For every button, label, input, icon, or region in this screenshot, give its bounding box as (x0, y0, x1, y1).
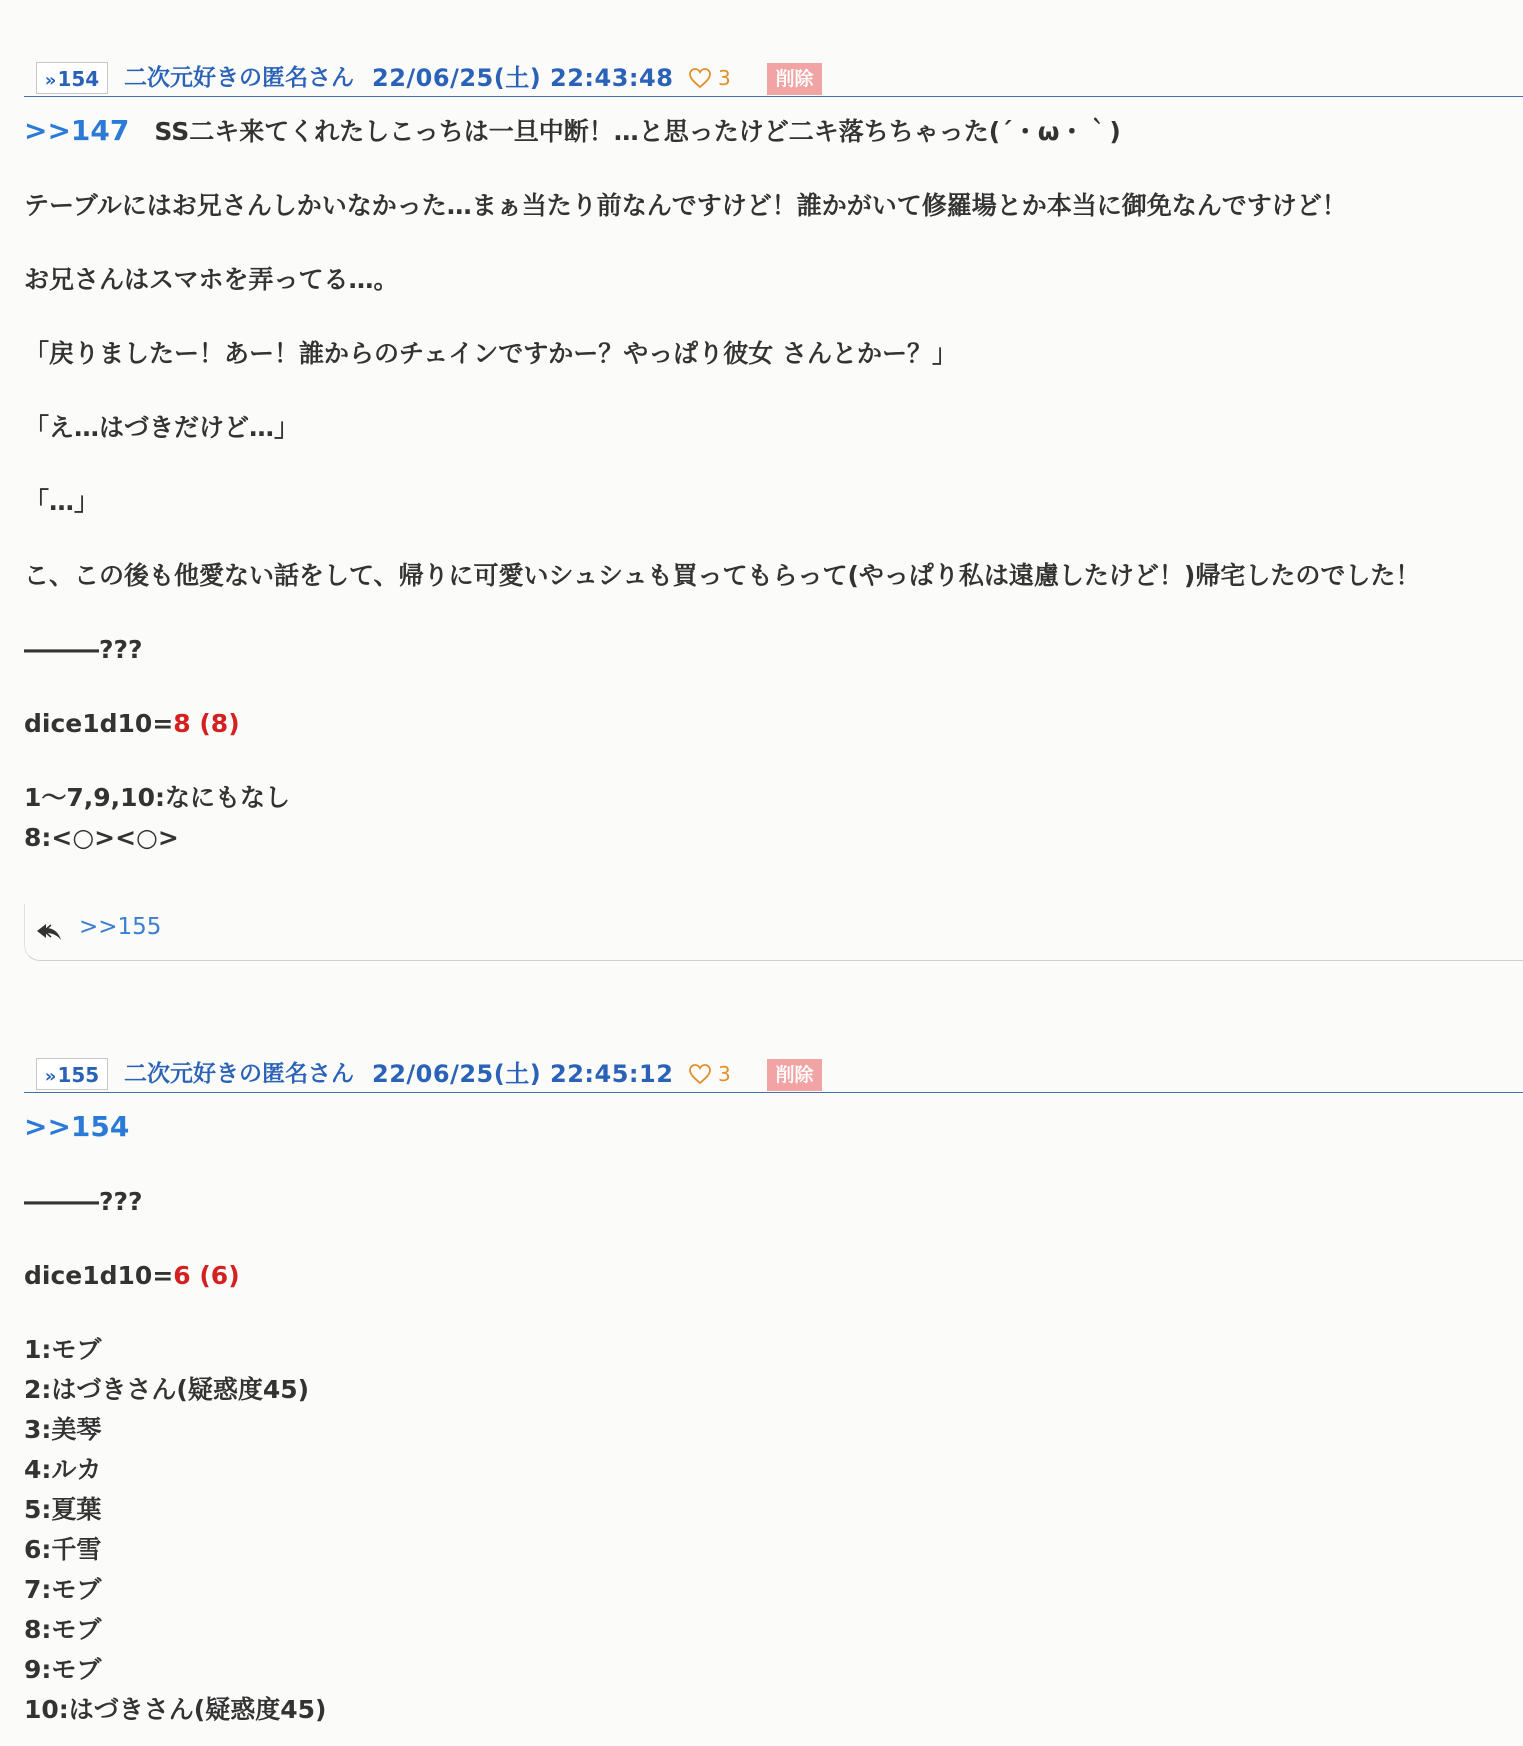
res-number: 154 (57, 67, 100, 91)
like-button[interactable] (688, 1060, 731, 1088)
dice-expression: dice1d10= (24, 709, 174, 738)
post-header (24, 1048, 1523, 1093)
double-chevron-right-icon: » (44, 70, 57, 91)
heart-outline-icon (688, 67, 712, 89)
poster-name[interactable]: 二次元好きの匿名さん (124, 65, 354, 91)
post-first-line (24, 1107, 1523, 1148)
delete-button[interactable]: 削除 (767, 1059, 822, 1091)
like-count: 3 (718, 66, 731, 90)
post-text-line: 「え…はづきだけど…」 (24, 413, 300, 442)
dice-line (24, 704, 1523, 744)
double-chevron-right-icon: » (44, 1066, 57, 1087)
post-body (24, 1093, 1523, 1730)
outcome-line: 3:美琴 (24, 1415, 102, 1444)
outcome-line: 4:ルカ (24, 1455, 102, 1484)
post-first-line (24, 111, 1523, 152)
like-button[interactable] (688, 64, 731, 92)
outcome-line: 1～7,9,10:なにもなし (24, 783, 290, 812)
outcome-line: 9:モブ (24, 1655, 102, 1684)
post-text-line: ―――??? (24, 635, 143, 664)
post-text-line: お兄さんはスマホを弄ってる…。 (24, 265, 399, 294)
outcome-line: 6:千雪 (24, 1535, 102, 1564)
post-text-line: ―――??? (24, 1187, 143, 1216)
heart-outline-icon (688, 1063, 712, 1085)
res-number: 155 (57, 1063, 100, 1087)
res-number-button[interactable] (36, 62, 108, 94)
outcome-line: 8:<○><○> (24, 823, 179, 852)
dice-expression: dice1d10= (24, 1261, 174, 1290)
anchor-link[interactable]: >>147 (24, 114, 130, 147)
delete-button[interactable]: 削除 (767, 63, 822, 95)
anchor-link[interactable]: >>154 (24, 1110, 130, 1143)
post-154 (24, 52, 1523, 961)
reply-bar (24, 904, 1523, 961)
poster-name[interactable]: 二次元好きの匿名さん (124, 1061, 354, 1087)
post-header (24, 52, 1523, 97)
outcome-line: 10:はづきさん(疑惑度45) (24, 1695, 327, 1724)
post-text: SS二キ来てくれたしこっちは一旦中断！…と思ったけど二キ落ちちゃった(´・ω・｀) (129, 117, 1121, 146)
reply-arrow-icon[interactable] (35, 922, 63, 942)
post-body (24, 97, 1523, 858)
outcome-line: 8:モブ (24, 1615, 102, 1644)
dice-line (24, 1256, 1523, 1296)
outcome-line: 1:モブ (24, 1335, 102, 1364)
post-text-line: 「…」 (24, 487, 100, 516)
outcome-line: 7:モブ (24, 1575, 102, 1604)
outcome-line: 5:夏葉 (24, 1495, 102, 1524)
dice-result: 6 (6) (173, 1261, 240, 1290)
outcome-line: 2:はづきさん(疑惑度45) (24, 1375, 310, 1404)
post-date: 22/06/25(土) 22:45:12 (372, 1060, 674, 1088)
post-text-line: 「戻りましたー！あー！誰からのチェインですかー？やっぱり彼女 さんとかー？」 (24, 339, 957, 368)
dice-result: 8 (8) (173, 709, 240, 738)
post-155 (24, 1048, 1523, 1730)
post-text-line: こ、この後も他愛ない話をして、帰りに可愛いシュシュも買ってもらって(やっぱり私は遠慮したけど！)帰宅したのでした！ (24, 561, 1421, 590)
reply-link[interactable]: >>155 (79, 914, 162, 940)
post-text-line: テーブルにはお兄さんしかいなかった…まぁ当たり前なんですけど！誰かがいて修羅場とか本当に御免なんですけど！ (24, 191, 1347, 220)
res-number-button[interactable] (36, 1058, 108, 1090)
post-date: 22/06/25(土) 22:43:48 (372, 64, 674, 92)
like-count: 3 (718, 1062, 731, 1086)
